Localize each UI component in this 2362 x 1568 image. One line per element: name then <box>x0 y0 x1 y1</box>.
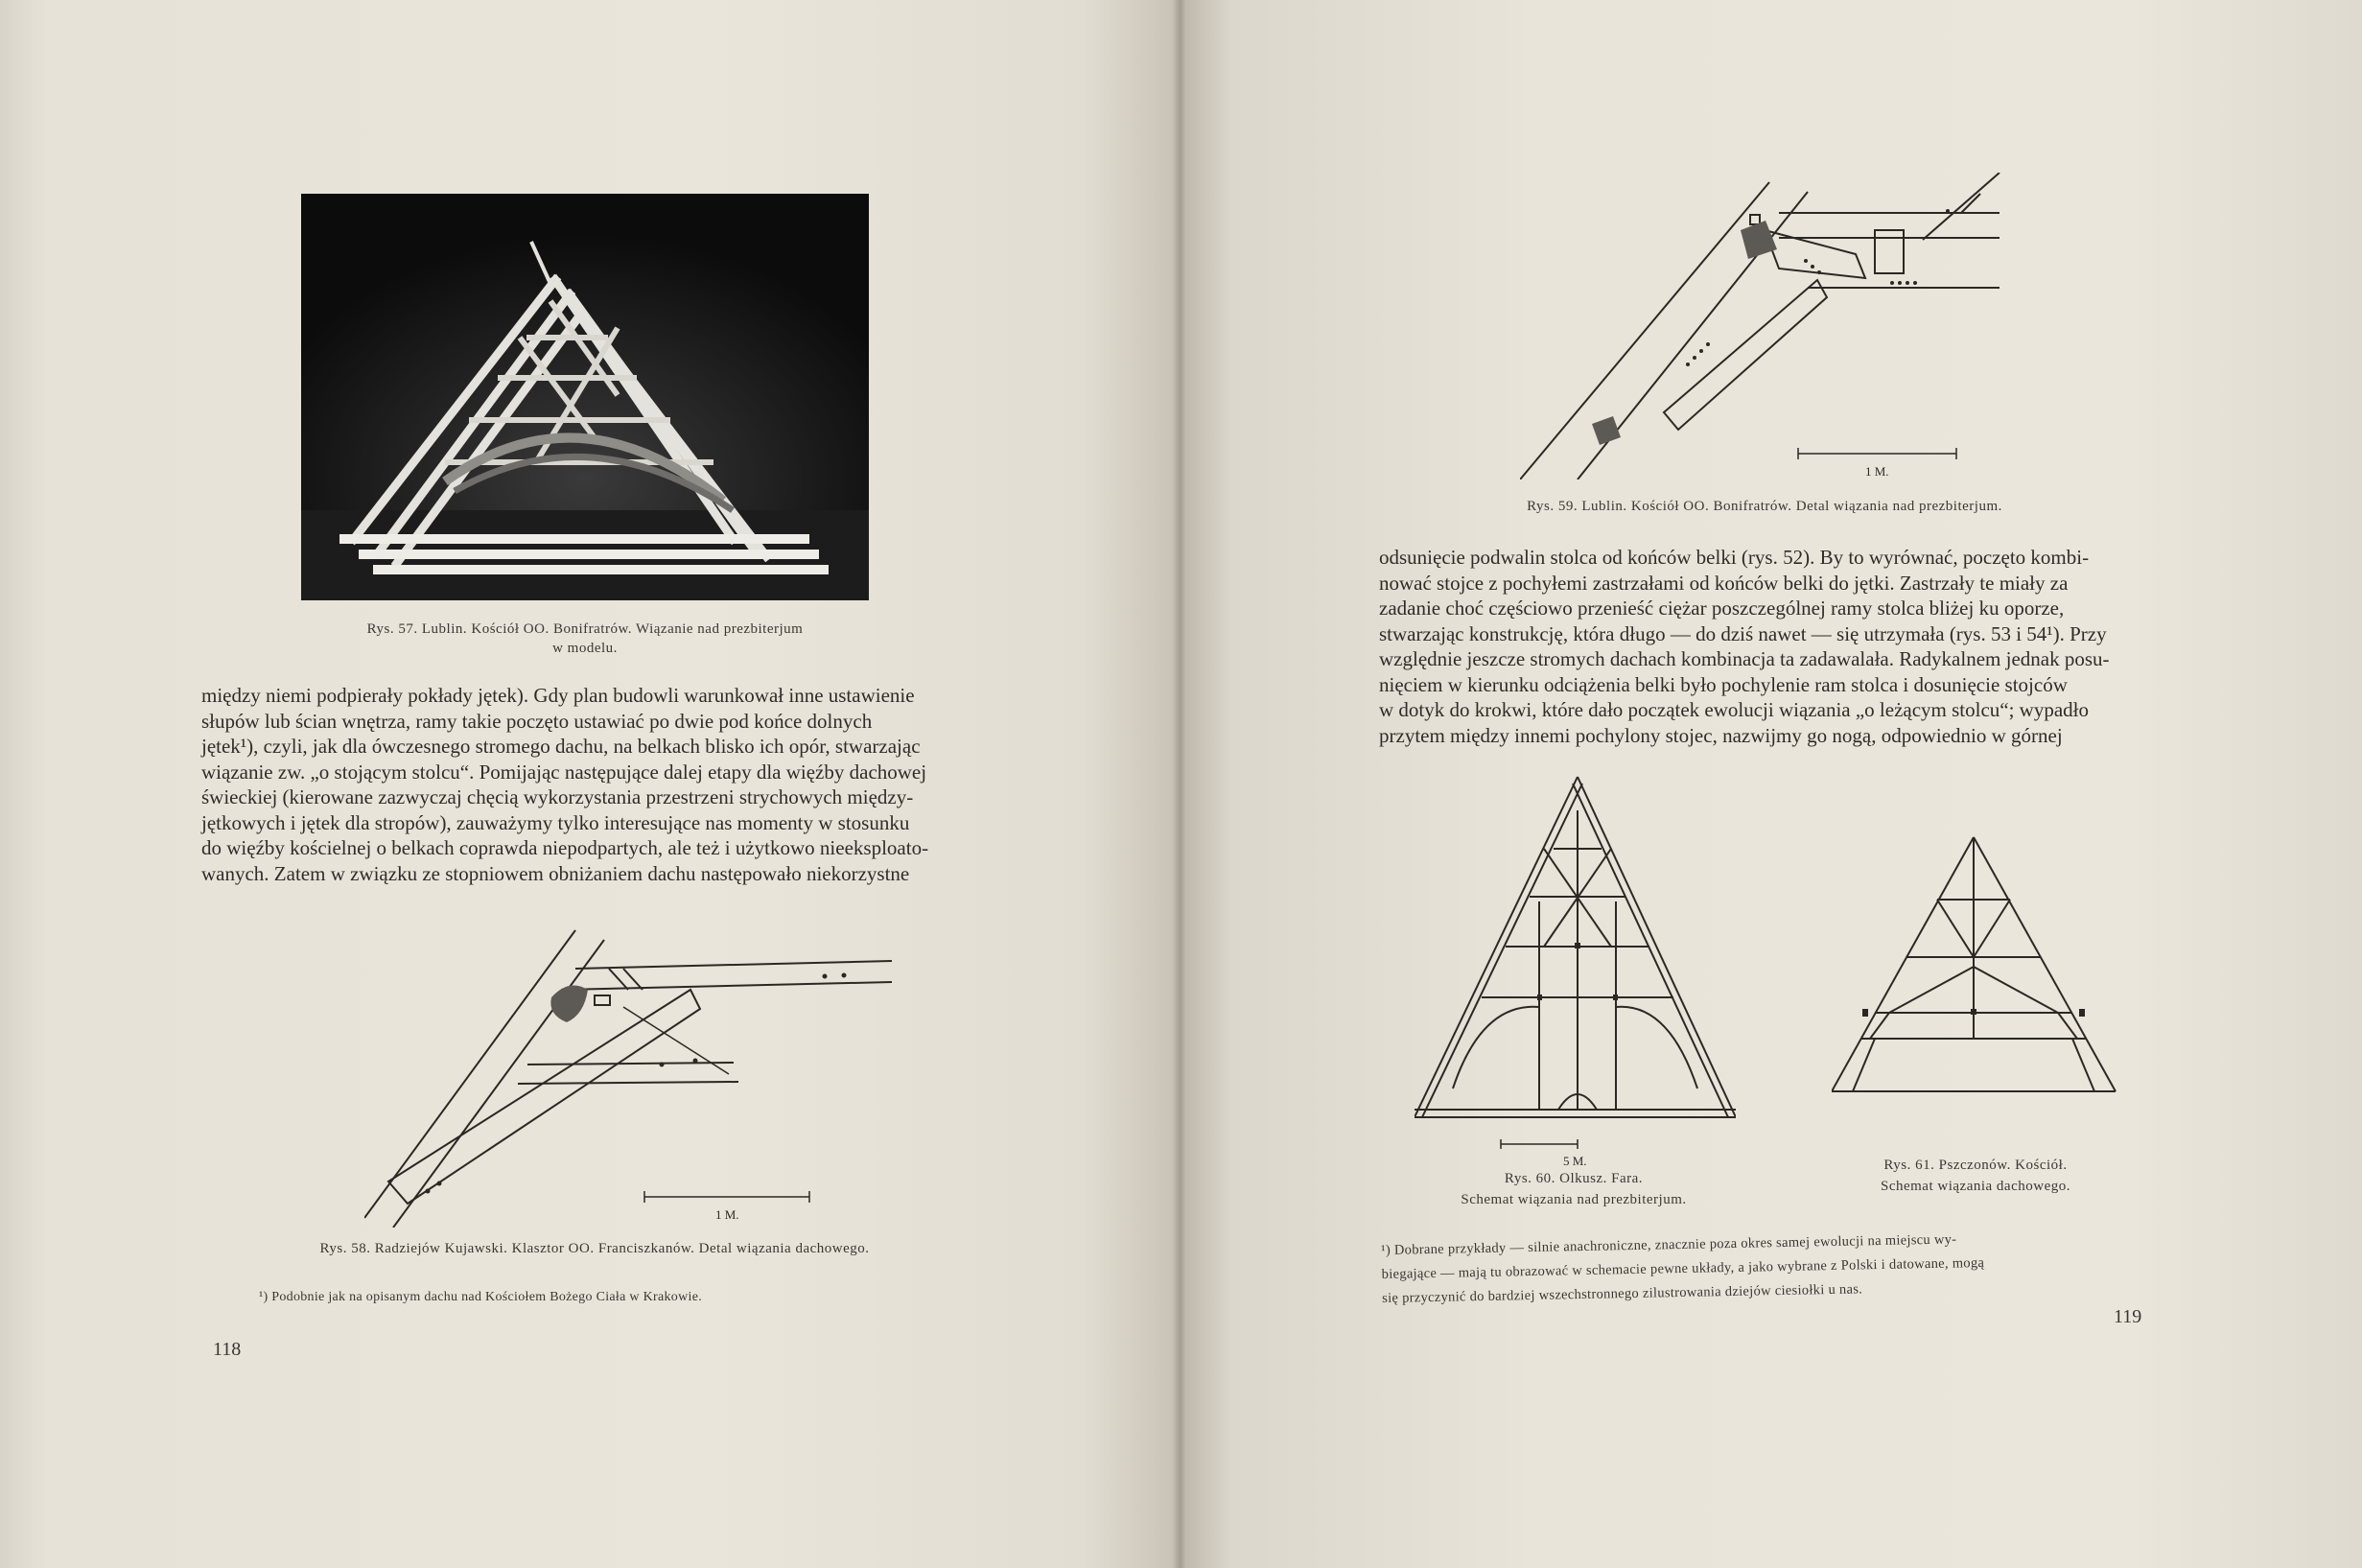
page-number-right: 119 <box>2114 1306 2142 1327</box>
fig60-drawing <box>1415 772 1736 1170</box>
body-line: słupów lub ścian wnętrza, ramy takie poczęto ustawiać po dwie pod końce dolnych <box>201 709 873 733</box>
fig57-caption-line1: Rys. 57. Lublin. Kościół OO. Bonifratrów. Wiązanie nad prezbiterjum <box>366 621 804 637</box>
fig58-scale-label: 1 M. <box>715 1207 739 1222</box>
fig57-photo <box>301 194 869 600</box>
footnote-line: ¹) Dobrane przykłady — silnie anachroniczne, znacznie poza okres samej ewolucji na miejscu wy- <box>1381 1231 1957 1258</box>
fig60-scale-label: 5 M. <box>1563 1154 1587 1168</box>
page-number-left: 118 <box>213 1339 242 1360</box>
left-footnote: ¹) Podobnie jak na opisanym dachu nad Kościołem Bożego Ciała w Krakowie. <box>259 1290 703 1304</box>
truss-model-photo <box>301 194 869 600</box>
fig58-caption: Rys. 58. Radziejów Kujawski. Klasztor OO. Franciszkanów. Detal wiązania dachowego. <box>319 1241 870 1256</box>
fig59-drawing <box>1520 173 2009 480</box>
fig57-caption-line2: w modelu. <box>552 641 618 656</box>
right-footnote <box>1381 1225 2149 1311</box>
body-line: jętek¹), czyli, jak dla ówczesnego stromego dachu, na belkach blisko ich opór, stwarzając <box>201 735 921 758</box>
fig60-caption-line1: Rys. 60. Olkusz. Fara. <box>1504 1171 1644 1186</box>
footnote-line: się przyczynić do bardziej wszechstronnego zilustrowania dziejów ciesiołki u nas. <box>1382 1281 1863 1306</box>
body-line: świeckiej (kierowane zazwyczaj chęcią wykorzystania przestrzeni strychowych między- <box>201 785 914 808</box>
fig58-drawing <box>364 921 901 1228</box>
fig61-drawing <box>1832 832 2119 1096</box>
fig60-caption <box>1406 1168 1742 1210</box>
left-body-text <box>201 683 980 886</box>
body-line: względnie jeszcze stromych dachach kombinacja ta zadawalała. Radykalnem jednak posu- <box>1379 647 2110 670</box>
body-line: jętkowych i jętek dla stropów), zauważymy tylko interesujące nas momenty w stosunku <box>201 810 910 834</box>
body-line: stwarzając konstrukcję, która długo — do dziś nawet — się utrzymała (rys. 53 i 54¹). Przy <box>1379 621 2107 645</box>
right-body-text <box>1379 545 2140 748</box>
body-line: odsunięcie podwalin stolca od końców belki (rys. 52). By to wyrównać, poczęto kombi- <box>1379 546 2090 569</box>
fig61-caption-line1: Rys. 61. Pszczonów. Kościół. <box>1883 1158 2068 1173</box>
body-line: przytem między innemi pochylony stojec, nazwijmy go nogą, odpowiednio w górnej <box>1379 723 2063 747</box>
footnote-line: biegające — mają tu obrazować w schemacie pewne układy, a jako wybrane z Polski i datowane, mogą <box>1381 1254 1985 1282</box>
fig61-caption-line2: Schemat wiązania dachowego. <box>1880 1179 2070 1194</box>
fig59-scale-label: 1 M. <box>1865 464 1889 479</box>
body-line: w dotyk do krokwi, które dało początek ewolucji wiązania „o leżącym stolcu“; wypadło <box>1379 698 2090 721</box>
fig59-caption: Rys. 59. Lublin. Kościół OO. Bonifratrów. Detal wiązania nad prezbiterjum. <box>1527 499 2002 514</box>
body-line: między niemi podpierały pokłady jętek). Gdy plan budowli warunkował inne ustawienie <box>201 684 915 707</box>
body-line: nięciem w kierunku odciążenia belki było pochylenie ram stolca i dosunięcie stojców <box>1379 672 2068 696</box>
body-line: wiązanie zw. „o stojącym stolcu“. Pomijając następujące dalej etapy dla więźby dachowej <box>201 760 927 784</box>
fig61-caption <box>1822 1155 2129 1197</box>
fig60-caption-line2: Schemat wiązania nad prezbiterjum. <box>1461 1192 1687 1207</box>
body-line: wanych. Zatem w związku ze stopniowem obniżaniem dachu następowało niekorzystne <box>201 861 910 885</box>
fig57-caption <box>301 620 869 658</box>
body-line: zadanie choć częściowo przenieść ciężar poszczególnej ramy stolca bliżej ku oporze, <box>1379 597 2065 620</box>
body-line: nować stojce z pochyłemi zastrzałami od końców belki do jętki. Zastrzały te miały za <box>1379 571 2069 595</box>
body-line: do więźby kościelnej o belkach coprawda niepodpartych, ale też i użytkowo nieeksploato- <box>201 836 929 859</box>
